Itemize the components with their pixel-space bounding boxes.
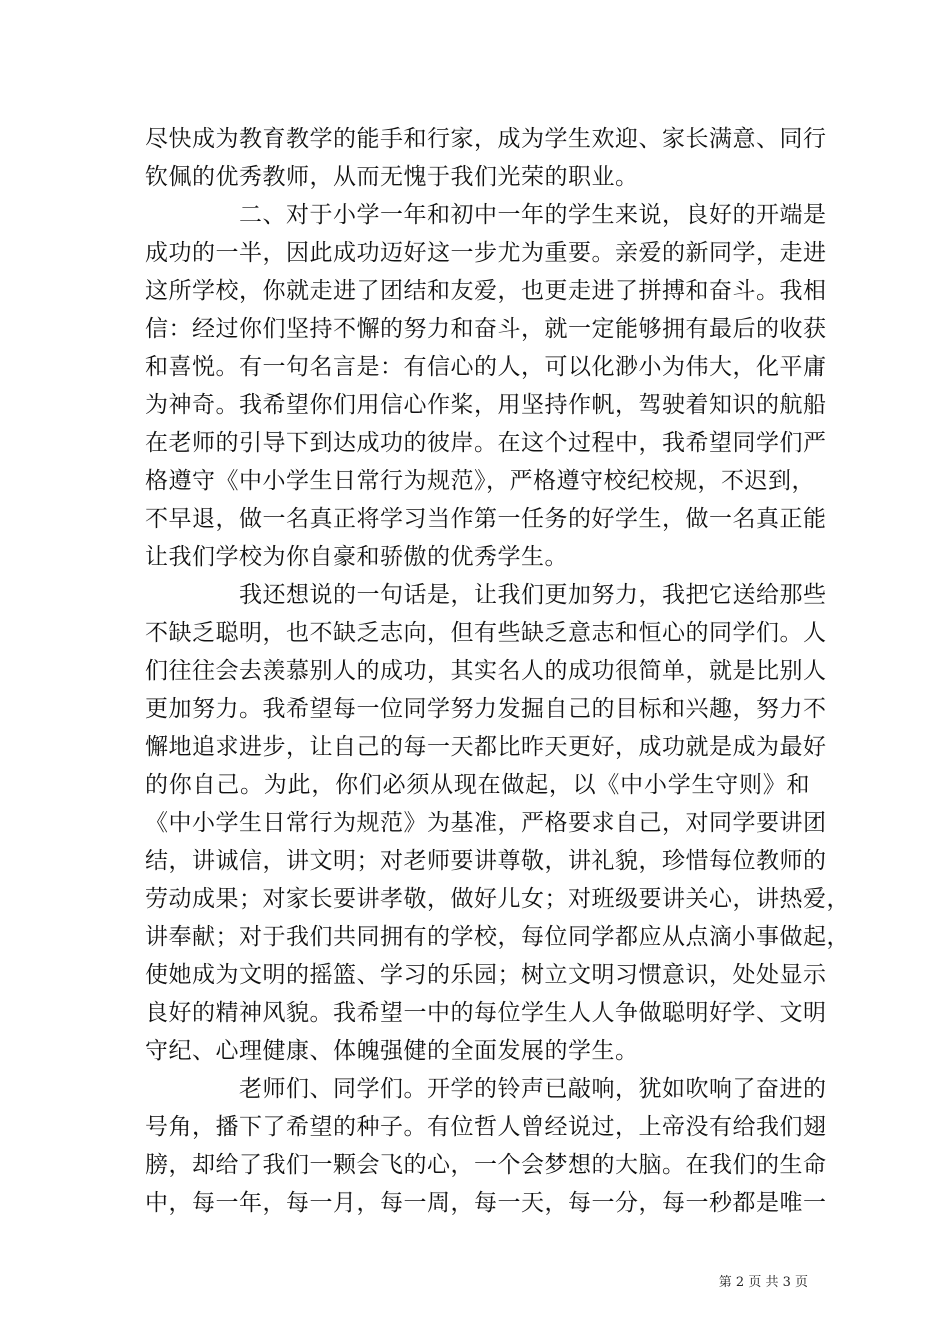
text-line: 号角，播下了希望的种子。有位哲人曾经说过，上帝没有给我们翅 (145, 1114, 827, 1140)
text-line: 成功的一半，因此成功迈好这一步尤为重要。亲爱的新同学，走进 (145, 240, 827, 266)
text-line: 这所学校，你就走进了团结和友爱，也更走进了拼搏和奋斗。我相 (145, 278, 827, 304)
document-body (145, 120, 850, 1222)
text-line: 不早退，做一名真正将学习当作第一任务的好学生，做一名真正能 (145, 506, 827, 532)
text-line: 和喜悦。有一句名言是：有信心的人，可以化渺小为伟大，化平庸 (145, 354, 827, 380)
text-line: 使她成为文明的摇篮、学习的乐园；树立文明习惯意识，处处显示 (145, 962, 827, 988)
text-line: 结，讲诚信，讲文明；对老师要讲尊敬，讲礼貌，珍惜每位教师的 (145, 848, 827, 874)
text-line: 良好的精神风貌。我希望一中的每位学生人人争做聪明好学、文明 (145, 1000, 827, 1026)
text-line: 让我们学校为你自豪和骄傲的优秀学生。 (145, 544, 568, 570)
text-line: 更加努力。我希望每一位同学努力发掘自己的目标和兴趣，努力不 (145, 696, 827, 722)
text-line: 钦佩的优秀教师，从而无愧于我们光荣的职业。 (145, 164, 639, 190)
text-line: 在老师的引导下到达成功的彼岸。在这个过程中，我希望同学们严 (145, 430, 827, 456)
text-line: 的你自己。为此，你们必须从现在做起，以《中小学生守则》和 (145, 772, 810, 798)
text-line: 们往往会去羡慕别人的成功，其实名人的成功很简单，就是比别人 (145, 658, 827, 684)
text-line: 信：经过你们坚持不懈的努力和奋斗，就一定能够拥有最后的收获 (145, 316, 827, 342)
text-line: 讲奉献；对于我们共同拥有的学校，每位同学都应从点滴小事做起， (145, 924, 850, 950)
text-line: 格遵守《中小学生日常行为规范》，严格遵守校纪校规，不迟到， (145, 468, 815, 494)
text-line: 不缺乏聪明，也不缺乏志向，但有些缺乏意志和恒心的同学们。人 (145, 620, 827, 646)
paragraph-first-line: 我还想说的一句话是，让我们更加努力，我把它送给那些 (239, 582, 827, 608)
text-line: 尽快成为教育教学的能手和行家，成为学生欢迎、家长满意、同行 (145, 126, 827, 152)
text-line: 中，每一年，每一月，每一周，每一天，每一分，每一秒都是唯一 (145, 1190, 827, 1216)
text-line: 《中小学生日常行为规范》为基准，严格要求自己，对同学要讲团 (145, 810, 827, 836)
text-line: 膀，却给了我们一颗会飞的心，一个会梦想的大脑。在我们的生命 (145, 1152, 827, 1178)
text-line: 劳动成果；对家长要讲孝敬，做好儿女；对班级要讲关心，讲热爱， (145, 886, 850, 912)
text-line: 懈地追求进步，让自己的每一天都比昨天更好，成功就是成为最好 (145, 734, 827, 760)
page-number-footer: 第 2 页 共 3 页 (718, 1275, 808, 1290)
paragraph-first-line: 老师们、同学们。开学的铃声已敲响，犹如吹响了奋进的 (239, 1076, 827, 1102)
text-line: 守纪、心理健康、体魄强健的全面发展的学生。 (145, 1038, 639, 1064)
paragraph-first-line: 二、对于小学一年和初中一年的学生来说，良好的开端是 (239, 202, 827, 228)
text-line: 为神奇。我希望你们用信心作桨，用坚持作帆，驾驶着知识的航船 (145, 392, 827, 418)
